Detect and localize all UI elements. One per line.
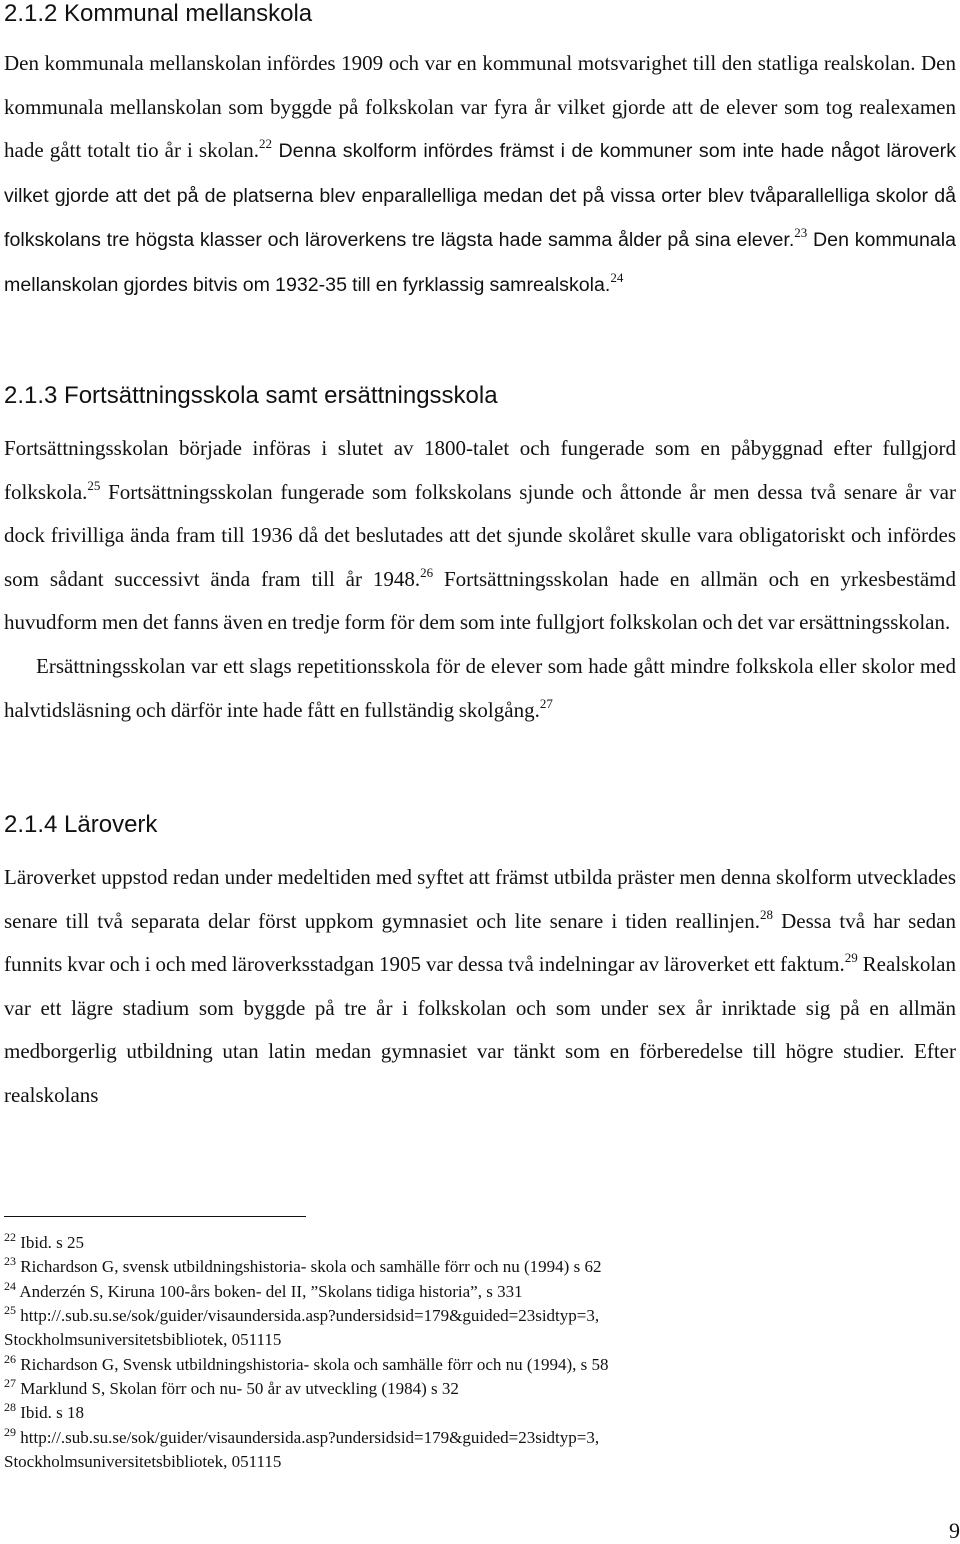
footnote-number: 29 bbox=[4, 1424, 16, 1439]
section-2-1-3-body bbox=[4, 427, 956, 732]
paragraph bbox=[4, 645, 956, 732]
text-run: Fortsättningsskolan började införas i slutet av 1800-talet och fungerade som en påbyggnad efter fullgjord folkskola. bbox=[4, 436, 956, 504]
footnote-text: Richardson G, Svensk utbildningshistoria- skola och samhälle förr och nu (1994), s 58 bbox=[20, 1354, 609, 1374]
footnote-number: 22 bbox=[4, 1230, 16, 1244]
section-2-1-2 bbox=[4, 0, 956, 28]
footnote-ref: 26 bbox=[420, 564, 434, 580]
text-run: Den kommunala mellanskolan infördes 1909 och var en kommunal motsvarighet till den statliga realskolan. Den kommunala mellanskolan som byggde på folkskolan var fyra år vilket gjorde att de elever som tog realexamen hade gått totalt tio år i skolan. bbox=[4, 51, 956, 163]
footnote-line bbox=[4, 1426, 956, 1450]
text-run-sans: Den kommunala mellanskolan gjordes bitvis om 1932-35 till en fyrklassig samrealskola. bbox=[4, 229, 956, 296]
footnote-line bbox=[4, 1280, 956, 1304]
footnote-line bbox=[4, 1450, 956, 1474]
footnote-number: 28 bbox=[4, 1400, 16, 1415]
section-heading: 2.1.2 Kommunal mellanskola bbox=[4, 0, 313, 27]
footnote-line bbox=[4, 1255, 956, 1279]
section-heading: 2.1.3 Fortsättningsskola samt ersättningsskola bbox=[4, 382, 498, 409]
text-run: Fortsättningsskolan hade en allmän och en yrkesbestämd huvudform men det fanns även en tredje form för dem som inte fullgjort folkskolan och det var ersättningsskolan. bbox=[4, 566, 956, 635]
text-run: Realskolan var ett lägre stadium som byggde på tre år i folkskolan och som under sex år inriktade sig på en allmän medborgerlig utbildning utan latin medan gymnasiet var tänkt som en förberedelse till högre studier. Efter realskolans bbox=[4, 952, 956, 1107]
footnote-ref: 25 bbox=[87, 477, 101, 493]
footnote-line bbox=[4, 1377, 956, 1401]
text-run: Fortsättningsskolan fungerade som folkskolans sjunde och åttonde år men dessa två senare år var dock frivilliga ända fram till 1936 då det beslutades att det sjunde skolåret skulle vara obligatoriskt och infördes som sådant successivt ända fram till år 1948. bbox=[4, 479, 956, 591]
section-heading: 2.1.4 Läroverk bbox=[4, 811, 158, 838]
page-number: 9 bbox=[949, 1518, 960, 1543]
footnote-text: Ibid. s 18 bbox=[20, 1403, 84, 1423]
footnote-ref: 27 bbox=[539, 695, 553, 711]
footnote-number: 27 bbox=[4, 1376, 16, 1391]
footnote-text: Anderzén S, Kiruna 100-års boken- del II, ”Skolans tidiga historia”, s 331 bbox=[19, 1281, 523, 1301]
footnote-ref: 23 bbox=[794, 225, 808, 241]
footnote-text: Ibid. s 25 bbox=[20, 1233, 84, 1252]
section-2-1-3 bbox=[4, 382, 956, 410]
footnote-ref: 22 bbox=[258, 136, 272, 152]
footnote-text: Stockholmsuniversitetsbibliotek, 051115 bbox=[4, 1330, 282, 1350]
text-run: Dessa två har sedan funnits kvar och i och med läroverksstadgan 1905 var dessa två indelningar av läroverket ett faktum. bbox=[4, 908, 956, 977]
footnote-line bbox=[4, 1353, 956, 1377]
footnotes bbox=[4, 1231, 956, 1474]
footnote-number: 25 bbox=[4, 1303, 16, 1318]
paragraph bbox=[4, 42, 956, 308]
text-run-sans: Denna skolform infördes främst i de kommuner som inte hade något läroverk vilket gjorde att det på de platserna blev enparallelliga medan det på vissa orter blev tvåparallelliga skolor då folkskolans tre högsta klasser och läroverkens tre lägsta hade samma ålder på sina elever. bbox=[4, 140, 957, 252]
footnote-text: Marklund S, Skolan förr och nu- 50 år av utveckling (1984) s 32 bbox=[20, 1379, 459, 1399]
footnote-text[interactable]: http://.sub.su.se/sok/guider/visaundersida.asp?undersidsid=179&guided=23sidtyp=3, bbox=[20, 1427, 600, 1447]
text-run: Ersättningsskolan var ett slags repetitionsskola för de elever som hade gått mindre folkskola eller skolor med halvtidsläsning och därför inte hade fått en fullständig skolgång. bbox=[4, 653, 956, 722]
paragraph bbox=[4, 856, 956, 1118]
footnote-number: 23 bbox=[4, 1254, 16, 1269]
section-2-1-4-body bbox=[4, 856, 956, 1118]
footnote-ref: 24 bbox=[610, 269, 624, 285]
footnote-number: 26 bbox=[4, 1351, 16, 1366]
footnote-ref: 29 bbox=[844, 950, 858, 966]
paragraph bbox=[4, 427, 956, 645]
footnote-text: Stockholmsuniversitetsbibliotek, 051115 bbox=[4, 1452, 282, 1472]
footnote-number: 24 bbox=[4, 1278, 16, 1293]
footnote-line bbox=[4, 1401, 956, 1425]
section-2-1-2-body bbox=[4, 42, 956, 308]
footnote-text: Richardson G, svensk utbildningshistoria- skola och samhälle förr och nu (1994) s 62 bbox=[20, 1257, 602, 1277]
footnote-line bbox=[4, 1304, 956, 1328]
footnote-ref: 28 bbox=[760, 906, 773, 922]
text-run: Läroverket uppstod redan under medeltiden med syftet att främst utbilda präster men denna skolform utvecklades senare till två separata delar först uppkom gymnasiet och lite senare i tiden reallinjen. bbox=[4, 865, 956, 933]
footnote-text[interactable]: http://.sub.su.se/sok/guider/visaundersida.asp?undersidsid=179&guided=23sidtyp=3, bbox=[20, 1306, 600, 1326]
footnote-line bbox=[4, 1231, 956, 1255]
section-2-1-4 bbox=[4, 811, 956, 839]
footnote-line bbox=[4, 1328, 956, 1352]
footnote-separator bbox=[4, 1216, 306, 1217]
